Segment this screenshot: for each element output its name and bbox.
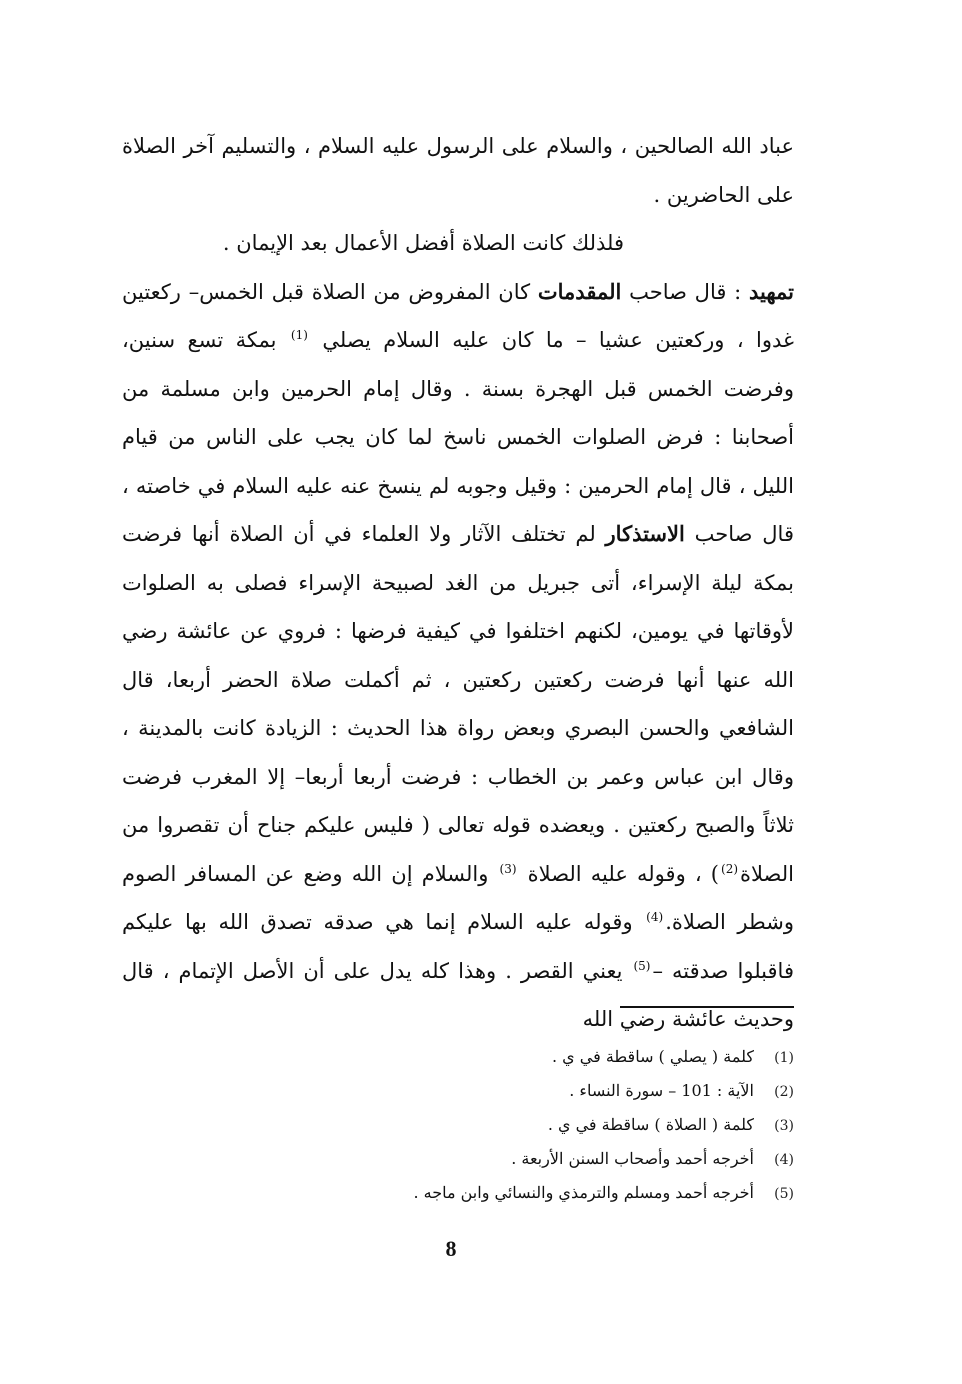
text-run: يعني القصر . وهذا كله يدل على أن الأصل الإتمام ، قال وحديث عائشة رضي الله [122,958,794,1031]
footnote-text: الآية : 101 – سورة النساء . [569,1081,754,1100]
footnote-item [234,1074,794,1108]
footnote-text: كلمة ( الصلاة ) ساقطة في ي . [547,1115,754,1134]
text-run: عباد الله الصالحين ، والسلام على الرسول عليه السلام ، والتسليم آخر الصلاة على الحاضرين . [122,134,794,207]
footnote-text: أخرجه أحمد ومسلم والترمذي والنسائي وابن ماجه . [413,1183,754,1202]
paragraph-p3 [122,268,794,1044]
footnote-separator [620,1006,794,1008]
footnote-ref: (2) [721,861,739,876]
footnote-item [234,1108,794,1142]
footnote-item [234,1142,794,1176]
paragraph-p2 [122,219,794,268]
text-run: كان المفروض من الصلاة قبل الخمس– ركعتين غدوا ، وركعتين عشيا – ما كان عليه السلام يصلي [122,279,795,352]
text-run: : قال صاحب [621,279,749,304]
footnote-ref: (3) [499,861,517,876]
bold-term: تمهيد [748,278,795,304]
bold-term: المقدمات [537,278,622,304]
text-run: وقوله عليه السلام إنما هي صدقه تصدق الله بها عليكم فاقبلوا صدقته – [122,910,794,983]
footnote-item [234,1176,794,1210]
bold-term: الاستذكار [605,521,685,546]
main-text-block [122,122,794,1044]
page-number: 8 [445,1236,457,1261]
footnotes-list [234,1040,794,1210]
footnote-item [234,1040,794,1074]
paragraph-p1 [122,122,794,219]
footnote-number: (4) [774,1152,794,1168]
footnote-ref: (5) [633,958,651,973]
text-run: والسلام إن الله وضع عن المسافر الصوم وشطر الصلاة. [122,861,794,934]
footnote-text: كلمة ( يصلي ) ساقطة في ي . [551,1047,754,1066]
text-run: ) ، وقوله عليه الصلاة [518,861,719,886]
footnote-number: (5) [774,1186,794,1202]
text-run: بمكة تسع سنين، وفرضت الخمس قبل الهجرة بسنة . وقال إمام الحرمين وابن مسلمة من أصحابنا : فرض الصلوات الخمس ناسخ لما كان يجب على الناس من قيام الليل ، قال إمام الحرمين : وقيل وجوبه لم ينسخ عنه عليه السلام في خاصته ، قال صاحب [122,328,794,546]
footnote-number: (1) [774,1050,794,1066]
footnote-number: (3) [774,1118,794,1134]
footnote-number: (2) [774,1084,794,1100]
text-run: لم تختلف الآثار ولا العلماء في أن الصلاة أنها فرضت بمكة ليلة الإسراء، أتى جبريل من الغد لصبيحة الإسراء فصلى به الصلوات لأوقاتها في يومين، لكنهم اختلفوا في كيفية فرضها : فروي عن عائشة رضي الله عنها أنها فرضت ركعتين ركعتين ، ثم أكملت صلاة الحضر أربعا، قال الشافعي والحسن البصري وبعض رواة هذا الحديث : الزيادة كانت بالمدينة ، وقال ابن عباس وعمر بن الخطاب : فرضت أربعا أربعا– إلا المغرب فرضت ثلاثاً والصبح ركعتين . ويعضده قوله تعالى ( فليس عليكم جناح أن تقصروا من الصلاة [122,522,794,886]
footnote-ref: (4) [646,910,664,924]
footnote-text: أخرجه أحمد وأصحاب السنن الأربعة . [511,1149,754,1168]
footnote-ref: (1) [290,328,308,342]
text-run: فلذلك كانت الصلاة أفضل الأعمال بعد الإيمان . [222,231,624,255]
